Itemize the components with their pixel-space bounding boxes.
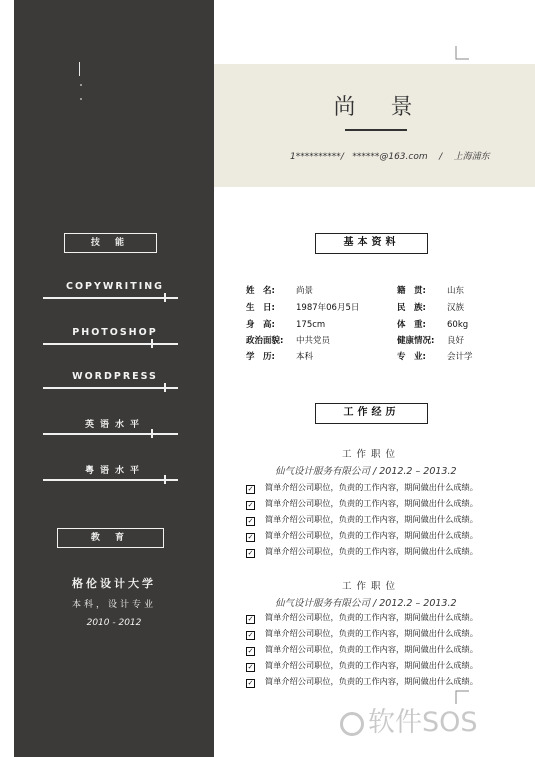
info-key: 生 日: xyxy=(246,303,275,313)
duty-text: 简单介绍公司职位，负责的工作内容，期间做出什么成绩。 xyxy=(265,628,478,638)
duty-text: 简单介绍公司职位，负责的工作内容，期间做出什么成绩。 xyxy=(265,530,478,540)
info-value: 会计学 xyxy=(447,352,473,362)
info-key: 籍 贯: xyxy=(397,286,426,296)
checkbox-icon: ✓ xyxy=(247,679,254,687)
job-position: 工作职位 xyxy=(341,581,400,592)
info-key: 民 族: xyxy=(397,303,426,313)
skill-label: WORDPRESS xyxy=(72,371,158,382)
duty-text: 简单介绍公司职位，负责的工作内容，期间做出什么成绩。 xyxy=(265,660,478,670)
duty-item xyxy=(246,612,478,623)
contact-location: 上海浦东 xyxy=(453,152,490,162)
duty-text: 简单介绍公司职位，负责的工作内容，期间做出什么成绩。 xyxy=(265,644,478,654)
info-key: 学 历: xyxy=(246,352,275,362)
info-row-name xyxy=(246,284,313,296)
skill-bar xyxy=(43,433,178,435)
info-value: 1987年06月5日 xyxy=(296,303,360,313)
duty-item xyxy=(246,498,478,509)
skill-label: 英语水平 xyxy=(84,420,145,430)
checkbox-icon: ✓ xyxy=(247,517,254,525)
info-value: 175cm xyxy=(296,320,326,330)
info-value: 本科 xyxy=(296,352,314,362)
duty-item xyxy=(246,482,478,493)
info-key: 健康情况: xyxy=(397,336,435,346)
skill-bar xyxy=(43,479,178,481)
info-value: 良好 xyxy=(447,336,465,346)
skill-level-marker xyxy=(164,293,166,302)
duty-text: 简单介绍公司职位，负责的工作内容，期间做出什么成绩。 xyxy=(265,546,478,556)
info-row-ethnicity xyxy=(397,301,464,313)
contact-phone: 1**********/ xyxy=(290,152,344,162)
skill-level-marker xyxy=(164,475,166,484)
school-name: 格伦设计大学 xyxy=(72,577,156,590)
header-band xyxy=(214,64,535,187)
duty-text: 简单介绍公司职位，负责的工作内容，期间做出什么成绩。 xyxy=(265,482,478,492)
basic-info-heading: 基本资料 xyxy=(315,233,428,254)
work-heading: 工作经历 xyxy=(315,403,428,424)
watermark xyxy=(340,700,478,739)
info-value: 山东 xyxy=(447,286,465,296)
checkbox-icon: ✓ xyxy=(247,533,254,541)
info-value: 中共党员 xyxy=(296,336,331,346)
contact-email: ******@163.com xyxy=(352,152,428,162)
info-value: 汉族 xyxy=(447,303,465,313)
education-heading: 教 育 xyxy=(57,528,164,548)
info-key: 姓 名: xyxy=(246,286,275,296)
info-row-height xyxy=(246,318,325,330)
paragraph-mark xyxy=(80,98,82,100)
page-corner-mark-top xyxy=(455,46,469,60)
contact-line xyxy=(290,149,490,162)
skill-bar xyxy=(43,343,178,345)
skill-label: PHOTOSHOP xyxy=(72,327,158,338)
info-row-education xyxy=(246,350,313,362)
skill-level-marker xyxy=(151,429,153,438)
checkbox-icon: ✓ xyxy=(247,647,254,655)
info-row-weight xyxy=(397,318,468,330)
duty-item xyxy=(246,546,478,557)
duty-text: 简单介绍公司职位，负责的工作内容，期间做出什么成绩。 xyxy=(265,498,478,508)
duty-item xyxy=(246,644,478,655)
duty-item xyxy=(246,530,478,541)
duty-item xyxy=(246,628,478,639)
paragraph-mark xyxy=(80,84,82,86)
job-position: 工作职位 xyxy=(341,449,400,460)
info-row-major xyxy=(397,350,473,362)
info-key: 专 业: xyxy=(397,352,426,362)
skill-level-marker xyxy=(164,383,166,392)
duty-text: 简单介绍公司职位，负责的工作内容，期间做出什么成绩。 xyxy=(265,612,478,622)
checkbox-icon: ✓ xyxy=(247,485,254,493)
info-row-politics xyxy=(246,334,330,346)
skills-heading: 技 能 xyxy=(64,233,157,253)
duty-item xyxy=(246,514,478,525)
contact-separator: / xyxy=(439,152,443,162)
info-key: 政治面貌: xyxy=(246,336,284,346)
info-key: 身 高: xyxy=(246,320,275,330)
duty-text: 简单介绍公司职位，负责的工作内容，期间做出什么成绩。 xyxy=(265,514,478,524)
watermark-logo-icon xyxy=(340,712,364,736)
candidate-name: 尚 景 xyxy=(333,95,427,120)
checkbox-icon: ✓ xyxy=(247,663,254,671)
job-company: 仙气设计服务有限公司 / 2012.2 – 2013.2 xyxy=(275,598,457,609)
info-row-birthday xyxy=(246,301,359,313)
job-company: 仙气设计服务有限公司 / 2012.2 – 2013.2 xyxy=(275,466,457,477)
info-row-health xyxy=(397,334,464,346)
info-value: 尚景 xyxy=(296,286,314,296)
duty-item xyxy=(246,676,478,687)
text-cursor xyxy=(79,62,80,76)
skill-label: COPYWRITING xyxy=(66,281,164,292)
info-row-origin xyxy=(397,284,464,296)
checkbox-icon: ✓ xyxy=(247,549,254,557)
skill-bar xyxy=(43,387,178,389)
checkbox-icon: ✓ xyxy=(247,615,254,623)
skill-level-marker xyxy=(151,339,153,348)
duty-text: 简单介绍公司职位，负责的工作内容，期间做出什么成绩。 xyxy=(265,676,478,686)
education-period: 2010 - 2012 xyxy=(86,618,142,628)
checkbox-icon: ✓ xyxy=(247,501,254,509)
degree-text: 本科，设计专业 xyxy=(71,600,156,610)
checkbox-icon: ✓ xyxy=(247,631,254,639)
skill-bar xyxy=(43,297,178,299)
name-underline xyxy=(345,129,407,131)
info-value: 60kg xyxy=(447,320,469,330)
info-key: 体 重: xyxy=(397,320,426,330)
watermark-text: 软件SOS xyxy=(368,707,478,738)
skill-label: 粤语水平 xyxy=(84,466,145,476)
duty-item xyxy=(246,660,478,671)
